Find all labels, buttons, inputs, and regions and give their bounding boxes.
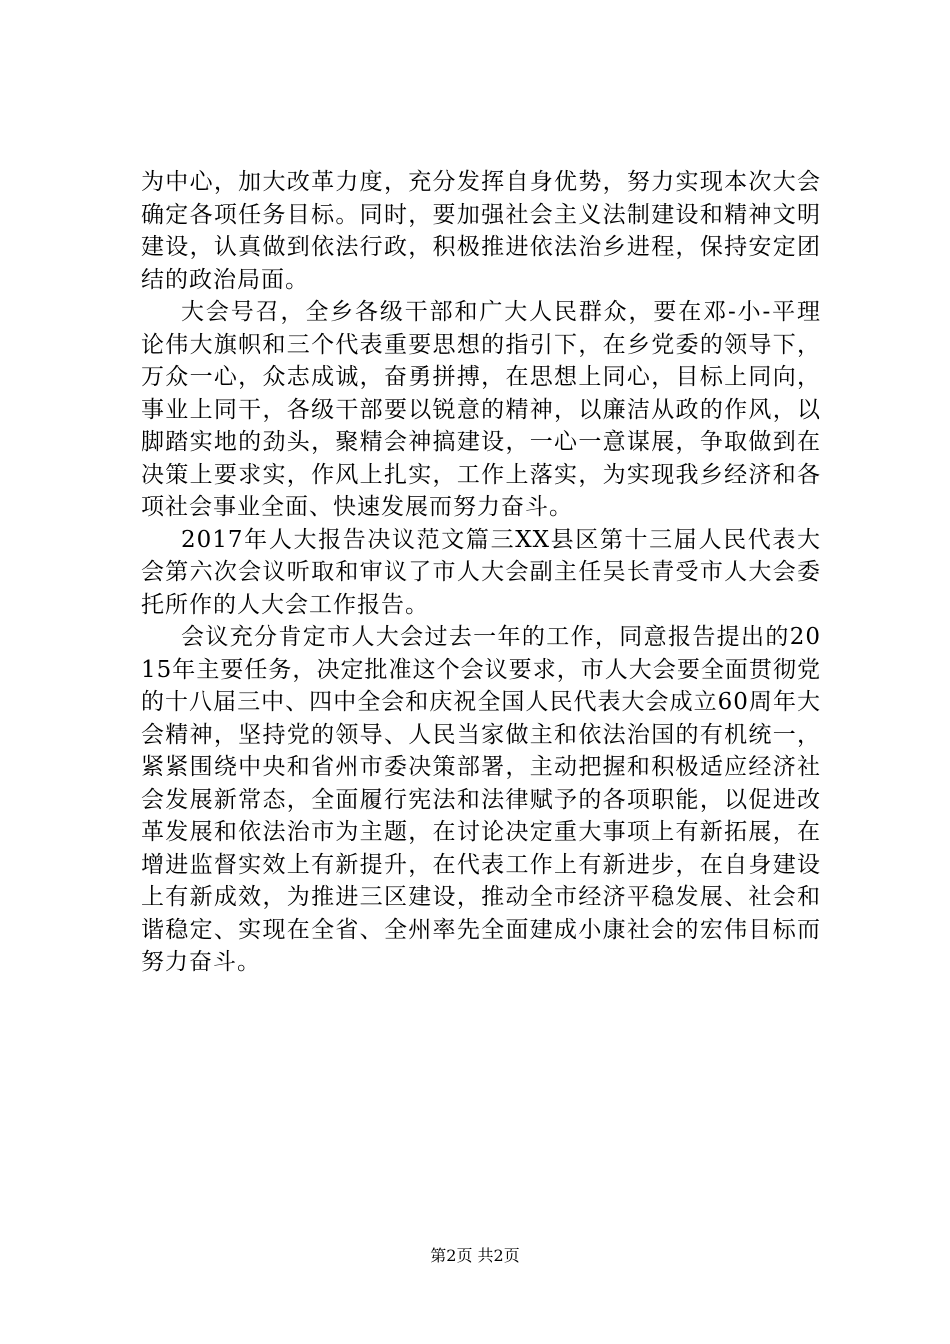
document-body — [141, 166, 821, 979]
paragraph-1: 为中心，加大改革力度，充分发挥自身优势，努力实现本次大会确定各项任务目标。同时，要加强社会主义法制建设和精神文明建设，认真做到依法行政，积极推进依法治乡进程，保持安定团结的政治局面。 — [141, 169, 821, 293]
paragraph-3: 2017年人大报告决议范文篇三XX县区第十三届人民代表大会第六次会议听取和审议了市人大会副主任吴长青受市人大会委托所作的人大会工作报告。 — [141, 526, 821, 618]
paragraph-2: 大会号召，全乡各级干部和广大人民群众，要在邓-小-平理论伟大旗帜和三个代表重要思想的指引下，在乡党委的领导下，万众一心，众志成诚，奋勇拼搏，在思想上同心，目标上同向，事业上同干，各级干部要以锐意的精神，以廉洁从政的作风，以脚踏实地的劲头，聚精会神搞建设，一心一意谋展，争取做到在决策上要求实，作风上扎实，工作上落实，为实现我乡经济和各项社会事业全面、快速发展而努力奋斗。 — [141, 299, 821, 520]
page-footer: 第2页 共2页 — [430, 1246, 520, 1265]
paragraph-4: 会议充分肯定市人大会过去一年的工作，同意报告提出的2015年主要任务，决定批准这个会议要求，市人大会要全面贯彻党的十八届三中、四中全会和庆祝全国人民代表大会成立60周年大会精神，坚持党的领导、人民当家做主和依法治国的有机统一，紧紧围绕中央和省州市委决策部署，主动把握和积极适应经济社会发展新常态，全面履行宪法和法律赋予的各项职能，以促进改革发展和依法治市为主题，在讨论决定重大事项上有新拓展，在增进监督实效上有新提升，在代表工作上有新进步，在自身建设上有新成效，为推进三区建设，推动全市经济平稳发展、社会和谐稳定、实现在全省、全州率先全面建成小康社会的宏伟目标而努力奋斗。 — [141, 624, 821, 975]
